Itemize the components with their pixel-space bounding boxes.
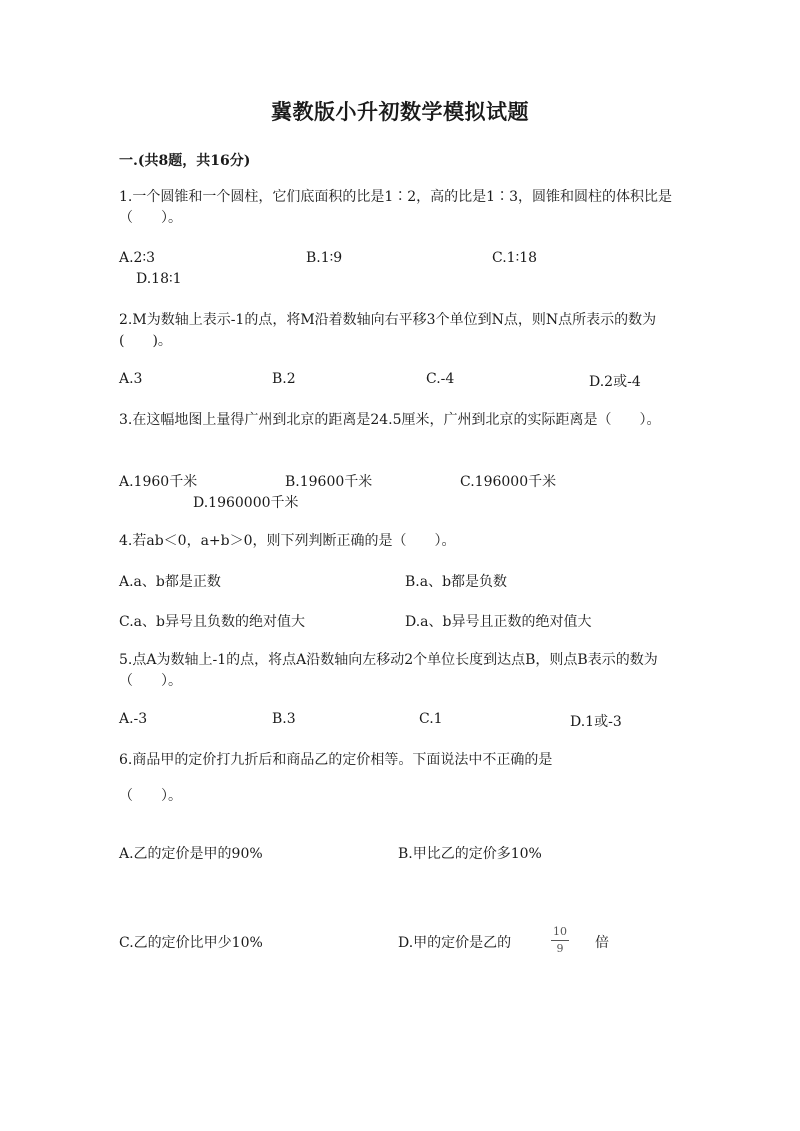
q1-option-d[interactable]: D.18∶1 — [136, 271, 182, 287]
q6-option-b[interactable]: B.甲比乙的定价多10% — [398, 846, 542, 862]
question-4: 4.若ab＜0，a+b＞0，则下列判断正确的是（ ）。 — [119, 533, 456, 549]
question-6-line2: （ ）。 — [119, 788, 182, 804]
q4-option-d[interactable]: D.a、b异号且正数的绝对值大 — [405, 614, 592, 630]
question-2: 2.M为数轴上表示-1的点，将M沿着数轴向右平移3个单位到N点，则N点所表示的数为( )。 — [119, 312, 657, 349]
q3-option-c[interactable]: C.196000千米 — [460, 474, 557, 490]
q5-option-c[interactable]: C.1 — [419, 711, 443, 727]
q1-option-a[interactable]: A.2∶3 — [119, 250, 156, 266]
question-5: 5.点A为数轴上-1的点，将点A沿数轴向左移动2个单位长度到达点B，则点B表示的数为（ ）。 — [119, 652, 658, 689]
q4-option-c[interactable]: C.a、b异号且负数的绝对值大 — [119, 614, 305, 630]
q6-option-d-fraction — [550, 926, 570, 955]
q2-option-d[interactable]: D.2或-4 — [589, 374, 641, 390]
q2-option-b[interactable]: B.2 — [272, 371, 296, 387]
q5-option-a[interactable]: A.-3 — [119, 711, 148, 727]
q5-option-d[interactable]: D.1或-3 — [570, 714, 622, 730]
q3-option-a[interactable]: A.1960千米 — [119, 474, 198, 490]
q2-option-a[interactable]: A.3 — [119, 371, 143, 387]
fraction-bar — [551, 940, 569, 941]
page-title: 冀教版小升初数学模拟试题 — [271, 99, 529, 124]
q3-option-b[interactable]: B.19600千米 — [285, 474, 373, 490]
q2-option-c[interactable]: C.-4 — [426, 371, 455, 387]
fraction-numerator: 10 — [553, 925, 567, 938]
q3-option-d[interactable]: D.1960000千米 — [193, 495, 299, 511]
fraction-denominator: 9 — [556, 942, 564, 955]
q6-option-a[interactable]: A.乙的定价是甲的90% — [119, 846, 263, 862]
q1-option-c[interactable]: C.1∶18 — [492, 250, 538, 266]
q4-option-a[interactable]: A.a、b都是正数 — [119, 574, 221, 590]
section-header: 一.(共8题，共16分) — [119, 153, 251, 169]
question-1: 1.一个圆锥和一个圆柱，它们底面积的比是1∶2，高的比是1∶3，圆锥和圆柱的体积比是（ ）。 — [119, 189, 672, 226]
q6-option-d[interactable]: D.甲的定价是乙的 — [398, 935, 512, 951]
q6-option-c[interactable]: C.乙的定价比甲少10% — [119, 935, 263, 951]
q4-option-b[interactable]: B.a、b都是负数 — [405, 574, 508, 590]
q6-option-d-suffix: 倍 — [595, 935, 609, 951]
q5-option-b[interactable]: B.3 — [272, 711, 296, 727]
question-3: 3.在这幅地图上量得广州到北京的距离是24.5厘米，广州到北京的实际距离是（ ）。 — [119, 412, 661, 428]
q1-option-b[interactable]: B.1∶9 — [306, 250, 343, 266]
question-6-line1: 6.商品甲的定价打九折后和商品乙的定价相等。下面说法中不正确的是 — [119, 752, 553, 768]
